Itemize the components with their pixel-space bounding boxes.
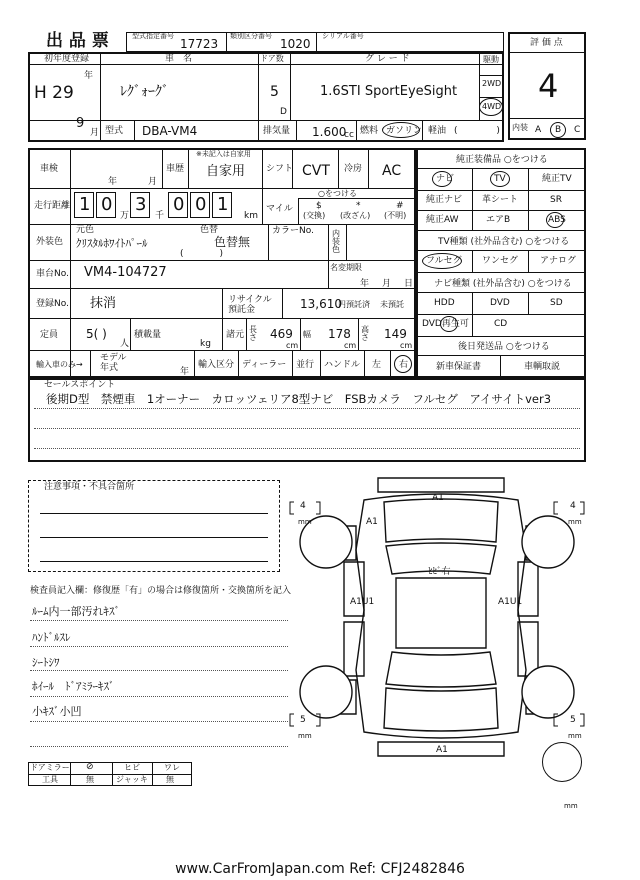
inspector-line-5: 小ｷｽﾞ小凹 [32,705,82,718]
mileage-unit-man: 万 [120,211,130,221]
handle-left: 左 [372,360,382,370]
registration-label: 登録No. [36,299,69,309]
mileage-digit-3: 3 [135,194,147,215]
mile-opt2: * [356,201,361,211]
mileage-digit-4: 0 [173,194,185,215]
load-unit: kg [200,339,211,349]
legend-broken: ワレ [164,763,180,772]
rear-window [386,652,496,687]
hood [384,499,498,542]
model-year-label: モデル年式 [100,353,127,373]
model-value: DBA-VM4 [142,124,198,138]
equip-tv: TV [494,174,506,184]
diag-left-mark: A1U1 [350,597,375,607]
class-no: 1020 [280,37,311,51]
use-value: 自家用 [206,164,246,179]
equip-tv-circle [490,171,510,187]
legend-jack: ジャッキ [116,775,148,784]
title-year: 年 [360,279,370,289]
import-dealer: ディーラー [242,360,287,370]
inspector-line-4: ﾎｲｰﾙ ﾄﾞｱﾐﾗｰｷｽﾞ [32,680,115,693]
diag-windshield-mark: ﾋﾋﾞ右 [428,567,451,577]
nav-cd: CD [494,319,508,329]
type-no-label: 型式指定番号 [132,32,174,40]
grade-label: グ レ ー ド [365,54,410,64]
title-month: 月 [382,279,392,289]
tire-rl-unit: mm [298,732,312,740]
tv-fullseg-circle [422,253,462,269]
load-label: 積載量 [134,330,162,340]
type-no: 17723 [180,37,219,51]
interior-c: C [574,125,581,135]
handle-label: ハンドル [324,360,361,370]
trunk [384,688,498,731]
later-warranty: 新車保証書 [436,362,482,372]
ac-label: 冷房 [344,164,363,174]
mileage-note: ○をつける [318,189,357,198]
capacity-label: 定員 [40,330,59,340]
legend-mirror-mark: ⊘ [86,762,94,772]
sales-label: セールスポイント [44,380,116,390]
equip-sr: SR [550,195,562,205]
chassis-value: VM4-104727 [84,265,167,280]
front-bumper [378,478,504,492]
diag-front-bumper-mark: A1 [432,493,444,503]
later-manual: 車輌取説 [524,362,561,372]
drive-4wd: 4WD [482,102,502,111]
notes-box [28,480,280,572]
doors-sub: D [280,107,287,117]
sheet-title: 出 品 票 [46,31,109,51]
nav-header: ナビ種類 (社外品含む) ○をつける [434,279,572,289]
mile-opt1: $ [316,201,322,211]
mile-opt2-sub: (改ざん) [340,211,371,220]
cc-label: 排気量 [263,126,291,136]
recycle-label: リサイクル預託金 [228,295,272,315]
cur-color: 色替無 [214,235,251,249]
mile-opt3: # [396,201,404,211]
car-name-label: 車 名 [165,54,193,64]
capacity-value: 5( ) [86,327,107,341]
grade-value: 1.6STI SportEyeSight [320,84,458,99]
interior-b-circle [550,122,566,138]
equip-genuine-tv: 純正TV [542,174,572,184]
diag-right-mark: A1U1 [498,597,523,607]
tire-rr-unit: mm [568,732,582,740]
int-color-label: 内装色 [332,229,340,254]
fuel-gasoline: ガソリン [386,126,423,136]
cur-color-paren: ( ) [180,249,224,259]
sales-box [28,378,586,462]
fuel-label: 燃料 [360,126,379,136]
tire-rr: 5 [570,715,576,725]
doors-value: 5 [270,84,279,100]
footer-ref: www.CarFromJapan.com Ref: CFJ2482846 [175,861,465,877]
handle-right-circle [394,355,412,373]
length-unit: cm [286,341,299,350]
later-header: 後日発送品 ○をつける [458,342,550,352]
year-unit: 年 [84,71,94,81]
shift-value: CVT [302,163,330,179]
color-label: 外装色 [36,237,64,247]
first-reg-era: H 29 [34,83,74,103]
drive-label: 駆動 [483,55,499,64]
tire-fr-unit: mm [568,518,582,526]
notes-label: 注意事項・不具合箇所 [44,482,135,492]
orig-color: ｸﾘｽﾀﾙﾎﾜｲﾄﾊﾟｰﾙ [76,237,148,250]
equip-airbag: エアB [486,215,511,225]
import-parallel: 並行 [296,360,315,370]
wheel-rr [522,666,574,718]
nav-dvd: DVD [490,298,510,308]
width-label: 幅 [303,330,311,339]
spare-tire [542,742,582,782]
dim-label: 諸元 [226,330,245,340]
tire-fl: 4 [300,501,306,511]
tire-fr: 4 [570,501,576,511]
interior-a: A [535,125,542,135]
model-label: 型式 [105,126,124,136]
mileage-digit-1: 1 [79,194,91,215]
month-unit: 月 [90,128,100,138]
first-reg-label: 初年度登録 [44,54,90,64]
inspector-label: 検査員記入欄：修復歴「有」の場合は修復箇所・交換箇所を記入 [30,586,292,596]
car-body-outline [356,494,526,738]
equip-genuine-aw: 純正AW [426,215,459,225]
sales-text: 後期D型 禁煙車 1オーナー カロッツェリア8型ナビ FSBカメラ フルセグ アイサイトver3 [46,392,552,406]
legend-mirror: ドアミラー [30,763,70,772]
chassis-label: 車台No. [36,269,69,279]
color-no-label: カラーNo. [272,226,314,236]
height-label: 高さ [361,325,369,342]
length-value: 469 [270,327,293,341]
tire-fl-unit: mm [298,518,312,526]
import-label: 輸入車のみ→ [36,360,83,369]
orig-color-label: 元色 [76,225,95,235]
recycle-value: 13,610 [300,297,342,311]
mile-label: マイル [266,204,293,214]
height-value: 149 [384,327,407,341]
capacity-unit: 人 [120,339,130,349]
spare-unit: mm [564,802,578,810]
nav-dvd-play: DVD再生可 [422,319,469,329]
inspector-line-2: ﾊﾝﾄﾞﾙｽﾚ [32,631,71,644]
inspector-line-1: ﾙｰﾑ内一部汚れｷｽﾞ [32,605,120,618]
recycle-unit: 円預託済 [338,300,370,309]
mileage-digit-5: 0 [195,194,207,215]
car-name: ﾚｸﾞｫｰｸﾞ [120,84,169,100]
inspection-month: 月 [148,177,158,187]
legend-tools: 工具 [42,775,58,784]
tv-fullseg: フルセグ [426,256,462,266]
title-day: 日 [404,279,414,289]
use-note: ※未記入は自家用 [196,150,251,158]
width-value: 178 [328,327,351,341]
evaluation-label: 評 価 点 [530,38,563,48]
nav-hdd: HDD [434,298,455,308]
evaluation-score: 4 [538,67,559,105]
doors-label: ドア数 [260,54,284,63]
first-reg-month: 9 [76,116,85,131]
inspection-year: 年 [108,177,118,187]
registration-value: 抹消 [90,296,117,311]
nav-dvd-play-circle [440,316,458,332]
roof [396,578,486,648]
cc-value: 1.600 [312,125,347,139]
mileage-unit-km: km [244,211,258,221]
mileage-digit-6: 1 [217,194,229,215]
mileage-unit-sen: 千 [155,211,165,221]
legend-tools-val: 無 [86,775,94,784]
cur-color-label: 色替 [200,225,219,235]
serial-label: シリアル番号 [322,32,364,40]
legend-jack-val: 無 [166,775,174,784]
tv-header: TV種類 (社外品含む) ○をつける [438,237,570,247]
inspection-label: 車検 [40,164,59,174]
wheel-rl [300,666,352,718]
recycle-unpaid: 未預託 [380,300,404,309]
import-type-label: 輸入区分 [198,360,235,370]
diag-rear-mark: A1 [436,745,448,755]
mile-opt1-sub: (交換) [303,211,326,220]
interior-label: 内装 [512,123,528,132]
mileage-label: 走行距離 [34,201,71,211]
equip-nav-circle [432,171,455,187]
import-year: 年 [180,367,190,377]
nav-sd: SD [550,298,563,308]
equip-genuine-nav: 純正ナビ [426,195,463,205]
equip-header: 純正装備品 ○をつける [456,155,548,165]
legend-crack: ヒビ [124,763,140,772]
use-label: 車歴 [166,164,185,174]
cc-unit: cc [344,130,354,140]
class-no-label: 類別区分番号 [230,32,272,40]
diag-hood-mark: A1 [366,517,378,527]
inspector-line-3: ｼｰﾄｼﾜ [32,656,60,669]
interior-b: B [555,125,562,135]
equip-abs: ABS [548,215,566,225]
height-unit: cm [400,341,413,350]
diesel-label: 軽油 [428,126,447,136]
shift-label: シフト [266,164,294,174]
equip-abs-circle [546,212,564,228]
ac-value: AC [382,163,402,179]
fuel-circle [382,122,423,138]
drive-4wd-circle [479,98,503,116]
handle-right: 右 [399,360,409,370]
mile-opt3-sub: (不明) [384,211,407,220]
wheel-fr [522,516,574,568]
tv-analog: アナログ [540,256,577,266]
width-unit: cm [344,341,357,350]
mileage-digit-2: 0 [101,194,113,215]
drive-2wd: 2WD [482,79,502,88]
title-change-label: 名変期限 [330,263,362,272]
tire-rl: 5 [300,715,306,725]
length-label: 長さ [249,325,257,342]
diesel-paren: ( ) [454,126,500,136]
equip-nav: ナビ [436,174,455,184]
tv-oneseg: ワンセグ [482,256,519,266]
equip-leather: 革シート [482,195,519,205]
